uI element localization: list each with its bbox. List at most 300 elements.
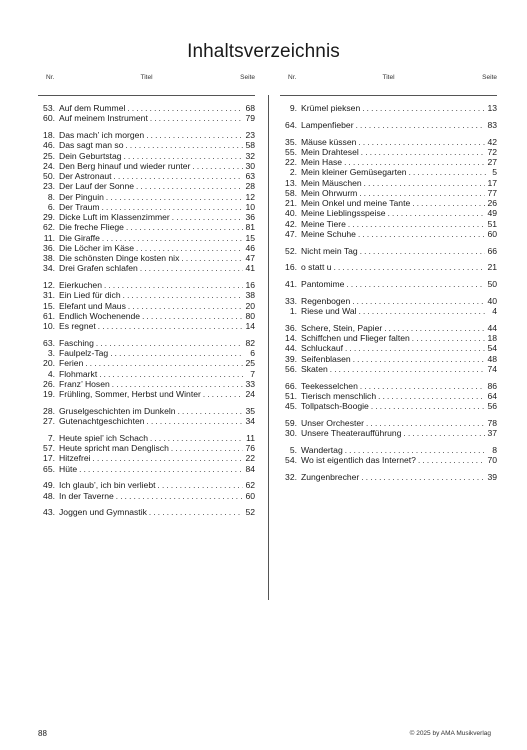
entry-number: 40. [285,208,297,219]
toc-entry[interactable] [38,389,255,399]
entry-number: 26. [43,378,55,389]
entry-page: 86 [487,380,497,391]
entry-title: Krümel pieksen [301,103,361,113]
entry-title: Franz’ Hosen [59,378,110,389]
toc-group [38,433,255,474]
entry-page: 5 [492,167,497,178]
entry-title: Den Berg hinauf und wieder runter [59,160,191,171]
entry-number: 48. [43,490,55,501]
toc-entry[interactable] [38,379,255,389]
toc-entry[interactable] [280,306,497,316]
toc-entry[interactable] [280,343,497,353]
toc-entry[interactable] [38,491,255,501]
toc-entry[interactable] [38,338,255,348]
entry-page: 60 [487,228,497,239]
dot-leader [147,417,244,427]
entry-number: 16. [285,262,297,273]
entry-title: Unser Orchester [301,417,365,428]
entry-page: 66 [487,245,497,256]
toc-entry[interactable] [280,147,497,157]
entry-page: 33 [245,378,255,389]
dot-leader [353,355,486,365]
header-seite: Seite [240,74,255,81]
column-divider [268,95,269,600]
toc-entry[interactable] [280,296,497,306]
entry-number: 44. [285,343,297,354]
entry-number: 49. [43,480,55,491]
dot-leader [362,104,485,114]
page-title: Inhaltsverzeichnis [187,40,340,62]
entry-number: 3. [47,348,55,358]
entry-title: Es regnet [59,321,96,331]
entry-title: Tollpatsch-Boogie [301,401,369,411]
toc-group [38,507,255,517]
toc-entries-right [280,103,497,482]
entry-number: 58. [285,187,297,198]
dot-leader [142,312,243,322]
entry-number: 34. [43,263,55,274]
toc-entry[interactable] [38,416,255,426]
toc-entry[interactable] [280,219,497,229]
dot-leader [126,223,243,233]
dot-leader [149,508,244,518]
footer-page-number: 88 [38,729,47,738]
entry-title: Der Astronaut [59,171,112,181]
entry-title: Pantomime [301,279,345,289]
toc-entry[interactable] [38,348,255,358]
entry-title: Schluckauf [301,343,344,354]
toc-group [280,246,497,256]
dot-leader [110,349,244,359]
entry-number: 54. [285,455,297,465]
entry-title: Lampenfieber [301,119,354,130]
entry-title: Riese und Wal [301,306,357,316]
entry-page: 28 [245,181,255,192]
entry-page: 78 [487,417,497,428]
toc-entry[interactable] [38,280,255,290]
entry-number: 19. [43,389,55,399]
dot-leader [150,114,244,124]
toc-entry[interactable] [280,208,497,218]
entry-page: 63 [245,171,255,181]
entry-page: 39 [487,471,497,482]
entry-number: 60. [43,113,55,124]
entry-number: 46. [43,140,55,151]
entry-page: 37 [487,428,497,438]
entry-title: Wandertag [301,444,343,455]
entry-number: 22. [285,157,297,167]
entry-title: Unsere Theateraufführung [301,428,402,438]
entry-page: 6 [250,348,255,358]
toc-entry[interactable] [280,137,497,147]
toc-entry[interactable] [38,301,255,311]
entry-number: 36. [43,242,55,253]
dot-leader [85,359,243,369]
toc-entry[interactable] [280,167,497,177]
entry-title: Dicke Luft im Klassenzimmer [59,212,170,222]
dot-leader [106,193,244,203]
entry-page: 62 [245,480,255,491]
toc-entry[interactable] [280,381,497,391]
entry-title: Ich glaub’, ich bin verliebt [59,480,156,491]
dot-leader [123,291,244,301]
dot-leader [334,263,486,273]
toc-entry[interactable] [280,364,497,374]
toc-entry[interactable] [38,212,255,222]
entry-number: 66. [285,380,297,391]
toc-entry[interactable] [280,246,497,256]
toc-group [280,381,497,412]
toc-entry[interactable] [280,333,497,343]
column-header [38,74,255,84]
dot-leader [178,407,244,417]
entry-title: Meine Tiere [301,218,346,229]
entry-number: 59. [285,417,297,428]
dot-leader [128,302,244,312]
dot-leader [352,297,485,307]
toc-entry[interactable] [38,181,255,191]
entry-page: 72 [487,146,497,157]
toc-entry[interactable] [38,161,255,171]
toc-entry[interactable] [280,279,497,289]
entry-number: 12. [43,280,55,290]
toc-entry[interactable] [38,151,255,161]
entry-title: Die freche Fliege [59,222,124,233]
entry-number: 56. [285,363,297,374]
entry-number: 61. [43,310,55,321]
toc-group [38,480,255,501]
header-nr: Nr. [288,74,297,81]
entry-page: 54 [487,343,497,354]
entry-title: Joggen und Gymnastik [59,507,147,518]
toc-entry[interactable] [280,262,497,272]
entry-page: 7 [250,368,255,379]
entry-title: Schiffchen und Flieger falten [301,333,410,343]
entry-title: Regenbogen [301,295,351,306]
toc-entry[interactable] [280,198,497,208]
entry-page: 60 [245,490,255,501]
entry-title: Gruselgeschichten im Dunkeln [59,405,176,416]
entry-number: 51. [285,390,297,401]
entry-page: 77 [487,187,497,198]
entry-number: 41. [285,279,297,289]
toc-entry[interactable] [38,443,255,453]
entry-number: 43. [43,507,55,518]
entry-number: 23. [43,181,55,192]
entry-number: 31. [43,290,55,301]
toc-entry[interactable] [280,401,497,411]
entry-title: Hitzefrei [59,453,91,464]
entry-number: 63. [43,337,55,348]
entry-page: 22 [245,453,255,464]
entry-number: 35. [285,136,297,147]
entry-page: 79 [245,113,255,124]
entry-number: 45. [285,401,297,411]
entry-page: 16 [245,280,255,290]
toc-group [280,472,497,482]
dot-leader [330,365,486,375]
entry-title: Meine Lieblingsspeise [301,208,386,219]
dot-leader [116,492,244,502]
toc-group [280,120,497,130]
toc-group [280,279,497,289]
entry-title: Der Pinguin [59,191,104,202]
dot-leader [404,429,486,439]
header-rule [280,95,497,96]
entry-page: 36 [245,212,255,222]
toc-group [280,137,497,240]
entry-number: 36. [285,322,297,333]
toc-entry[interactable] [280,455,497,465]
entry-number: 65. [43,463,55,474]
dot-leader [203,390,244,400]
entry-number: 24. [43,160,55,171]
entry-page: 80 [245,310,255,321]
toc-entry[interactable] [38,263,255,273]
entry-title: Seifenblasen [301,353,351,364]
dot-leader [140,264,244,274]
toc-group [280,262,497,272]
entry-title: Gutenachtgeschichten [59,416,145,426]
entry-page: 51 [487,218,497,229]
entry-number: 29. [43,212,55,222]
entry-title: Das sagt man so [59,140,124,151]
entry-title: Zungenbrecher [301,471,360,482]
entry-page: 41 [245,263,255,274]
toc-entry[interactable] [280,472,497,482]
toc-entry[interactable] [280,188,497,198]
toc-entry[interactable] [38,130,255,140]
toc-entry[interactable] [280,445,497,455]
header-seite: Seite [482,74,497,81]
entry-title: Wo ist eigentlich das Internet? [301,455,416,465]
entry-page: 14 [245,321,255,331]
entry-number: 10. [43,321,55,331]
entry-number: 8. [47,191,55,202]
entry-title: Fasching [59,337,94,348]
header-nr: Nr. [46,74,55,81]
dot-leader [418,456,485,466]
toc-group [280,296,497,317]
toc-entry[interactable] [38,464,255,474]
entry-page: 21 [487,262,497,273]
toc-entry[interactable] [38,369,255,379]
toc-entry[interactable] [280,418,497,428]
entry-number: 53. [43,103,55,113]
entry-page: 10 [245,201,255,212]
toc-entry[interactable] [38,433,255,443]
entry-page: 27 [487,157,497,167]
entry-page: 81 [245,222,255,233]
entry-number: 30. [285,428,297,438]
entry-number: 39. [285,353,297,364]
dot-leader [93,454,244,464]
entry-number: 17. [43,453,55,464]
entry-page: 58 [245,140,255,151]
toc-entry[interactable] [38,453,255,463]
dot-leader [360,382,486,392]
entry-page: 23 [245,130,255,140]
entry-page: 38 [245,290,255,301]
entry-page: 84 [245,463,255,474]
toc-entry[interactable] [38,290,255,300]
footer-copyright: © 2025 by AMA Musikverlag [409,730,491,737]
entry-number: 25. [43,150,55,161]
entry-page: 64 [487,390,497,401]
entry-page: 48 [487,353,497,364]
entry-number: 1. [289,306,297,316]
entry-title: Mein kleiner Gemüsegarten [301,167,407,178]
entry-number: 18. [43,130,55,140]
toc-entry[interactable] [38,113,255,123]
entry-page: 17 [487,177,497,188]
entry-title: In der Taverne [59,490,114,501]
dot-leader [361,148,486,158]
entry-title: Skaten [301,363,328,374]
entry-page: 74 [487,363,497,374]
toc-entry[interactable] [38,171,255,181]
dot-leader [364,179,486,189]
toc-entry[interactable] [280,391,497,401]
header-titel: Titel [382,74,395,81]
toc-entry[interactable] [280,229,497,239]
entry-page: 32 [245,150,255,161]
toc-entry[interactable] [38,192,255,202]
toc-entry[interactable] [280,354,497,364]
entry-title: Die Löcher im Käse [59,242,134,253]
dot-leader [146,131,243,141]
entry-number: 64. [285,119,297,130]
entry-page: 40 [487,295,497,306]
entry-page: 46 [245,242,255,253]
dot-leader [346,280,485,290]
toc-entry[interactable] [38,103,255,113]
entry-page: 56 [487,401,497,411]
entry-page: 15 [245,232,255,243]
header-rule [38,95,255,96]
toc-entry[interactable] [38,321,255,331]
entry-number: 33. [285,295,297,306]
toc-column-left [38,74,255,524]
toc-group [38,130,255,274]
entry-page: 35 [245,405,255,416]
entry-number: 9. [289,103,297,113]
toc-group [38,338,255,400]
toc-entry[interactable] [280,103,497,113]
toc-entry[interactable] [38,406,255,416]
entry-number: 7. [47,432,55,443]
entry-title: Mein Mäuschen [301,177,362,188]
entry-page: 49 [487,208,497,219]
toc-group [280,323,497,374]
entry-title: Mein Ohrwurm [301,187,358,198]
entry-page: 50 [487,279,497,289]
entry-title: Auf meinem Instrument [59,113,148,124]
entry-title: Tierisch menschlich [301,390,377,401]
entry-title: Der Traum [59,201,100,212]
entry-title: Das mach’ ich morgen [59,130,145,140]
entry-page: 68 [245,103,255,113]
entry-number: 21. [285,198,297,208]
toc-entry[interactable] [38,202,255,212]
entry-number: 27. [43,416,55,426]
dot-leader [412,199,485,209]
toc-entries-left [38,103,255,518]
entry-title: Nicht mein Tag [301,245,358,256]
dot-leader [158,481,244,491]
toc-entry[interactable] [38,358,255,368]
dot-leader [409,168,486,178]
entry-title: Faulpelz-Tag [59,348,109,358]
toc-entry[interactable] [280,323,497,333]
dot-leader [371,402,486,412]
toc-entry[interactable] [38,507,255,517]
entry-page: 34 [245,416,255,426]
toc-column-right [280,74,497,489]
dot-leader [348,220,486,230]
entry-page: 83 [487,119,497,130]
entry-number: 20. [43,358,55,369]
entry-title: Heute spricht man Denglisch [59,443,169,453]
entry-number: 42. [285,218,297,229]
toc-entry[interactable] [38,233,255,243]
toc-entry[interactable] [280,157,497,167]
entry-title: Heute spiel’ ich Schach [59,432,149,443]
toc-entry[interactable] [280,178,497,188]
entry-page: 26 [487,198,497,208]
dot-leader [192,162,243,172]
entry-page: 4 [492,306,497,316]
toc-group [280,445,497,466]
dot-leader [378,392,485,402]
entry-page: 42 [487,136,497,147]
toc-group [38,103,255,124]
column-header [280,74,497,84]
dot-leader [359,307,486,317]
toc-entry[interactable] [280,428,497,438]
toc-entry[interactable] [38,222,255,232]
entry-page: 25 [245,358,255,369]
entry-number: 32. [285,471,297,482]
entry-page: 13 [487,103,497,113]
entry-title: Mäuse küssen [301,136,357,147]
entry-number: 52. [285,245,297,256]
entry-title: Teekesselchen [301,380,358,391]
entry-title: Mein Hase [301,157,343,167]
entry-number: 14. [285,333,297,343]
toc-entry[interactable] [38,140,255,150]
entry-number: 2. [289,167,297,178]
toc-entry[interactable] [280,120,497,130]
toc-entry[interactable] [38,253,255,263]
entry-page: 12 [245,191,255,202]
entry-number: 38. [43,253,55,263]
dot-leader [360,247,486,257]
entry-title: Frühling, Sommer, Herbst und Winter [59,389,201,399]
dot-leader [356,121,486,131]
dot-leader [358,138,485,148]
entry-title: Die Giraffe [59,232,100,243]
dot-leader [358,230,485,240]
toc-entry[interactable] [38,243,255,253]
entry-page: 52 [245,507,255,518]
entry-title: Der Lauf der Sonne [59,181,135,192]
entry-number: 13. [285,177,297,188]
toc-entry[interactable] [38,480,255,490]
dot-leader [388,209,486,219]
entry-page: 47 [245,253,255,263]
toc-entry[interactable] [38,311,255,321]
